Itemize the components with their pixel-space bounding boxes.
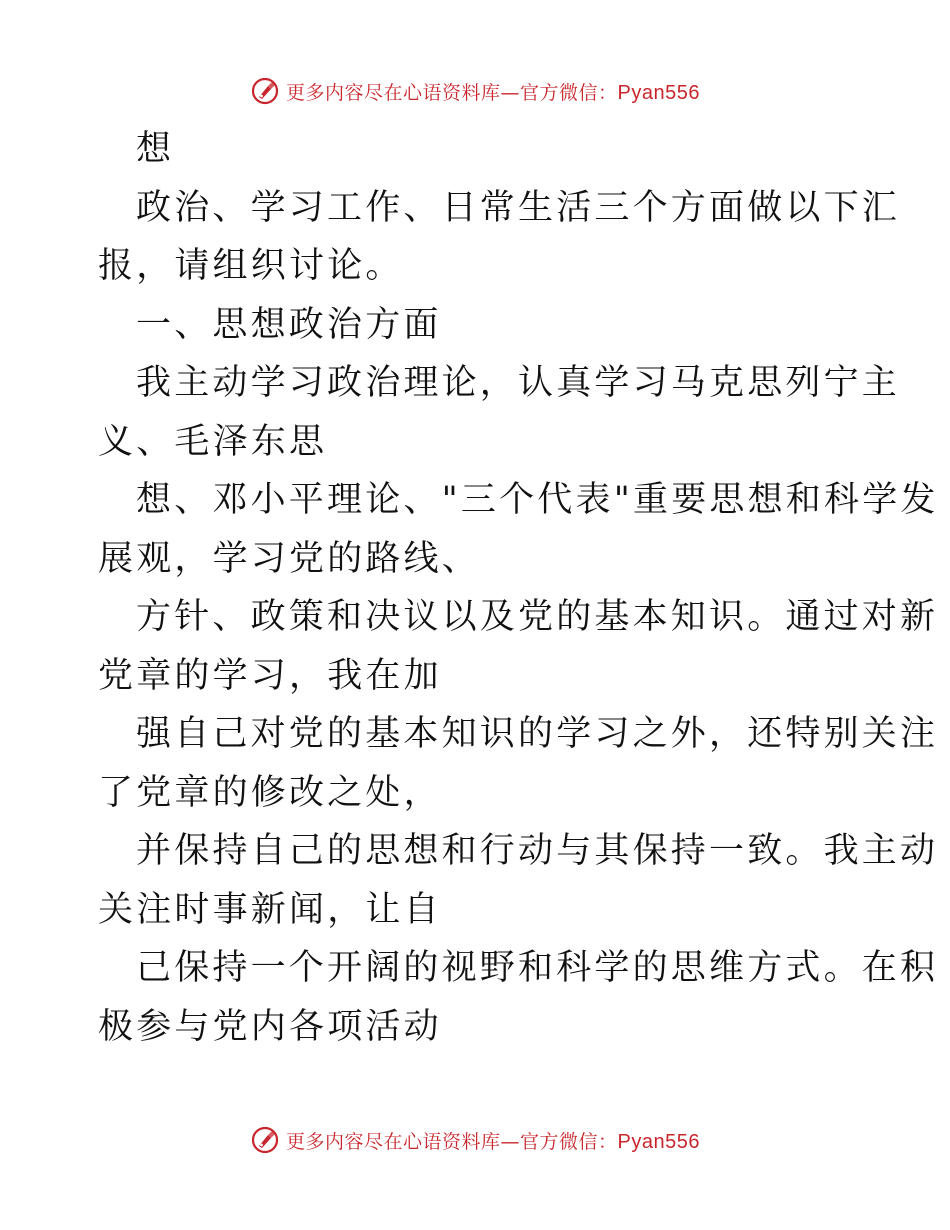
document-body xyxy=(98,120,939,1056)
body-text-line: 了党章的修改之处， xyxy=(98,772,442,813)
body-text-line: 极参与党内各项活动 xyxy=(98,1006,442,1047)
footer-banner-label: 更多内容尽在心语资料库—官方微信： xyxy=(286,1130,618,1153)
body-text-line: 我主动学习政治理论，认真学习马克思列宁主 xyxy=(136,363,901,403)
body-text-line: 党章的学习，我在加 xyxy=(98,655,442,696)
pen-nib-logo-icon xyxy=(250,1125,280,1155)
body-text-line: 想 xyxy=(136,129,175,169)
footer-banner-wechat-id: Pyan556 xyxy=(617,1130,700,1153)
header-banner-text xyxy=(286,78,700,105)
header-banner-label: 更多内容尽在心语资料库—官方微信： xyxy=(286,81,618,104)
body-text-line: 己保持一个开阔的视野和科学的思维方式。在积 xyxy=(136,948,939,988)
body-text-line: 并保持自己的思想和行动与其保持一致。我主动 xyxy=(136,831,939,871)
footer-banner-text xyxy=(286,1127,700,1154)
body-text-line: 义、毛泽东思 xyxy=(98,421,328,462)
body-text-line: 关注时事新闻，让自 xyxy=(98,889,442,930)
body-text-line: 想、邓小平理论、"三个代表"重要思想和科学发 xyxy=(136,480,939,520)
body-text-line: 展观，学习党的路线、 xyxy=(98,538,481,579)
body-text-line: 报，请组织讨论。 xyxy=(98,246,404,286)
footer-watermark-banner xyxy=(0,1120,950,1160)
pen-nib-logo-icon xyxy=(250,76,280,106)
body-text-line: 强自己对党的基本知识的学习之外，还特别关注 xyxy=(136,714,939,754)
header-watermark-banner xyxy=(0,71,950,111)
body-text-line: 政治、学习工作、日常生活三个方面做以下汇 xyxy=(136,187,901,228)
body-text-line: 一、思想政治方面 xyxy=(136,304,442,345)
header-banner-wechat-id: Pyan556 xyxy=(617,81,700,104)
body-text-line: 方针、政策和决议以及党的基本知识。通过对新 xyxy=(136,597,939,637)
